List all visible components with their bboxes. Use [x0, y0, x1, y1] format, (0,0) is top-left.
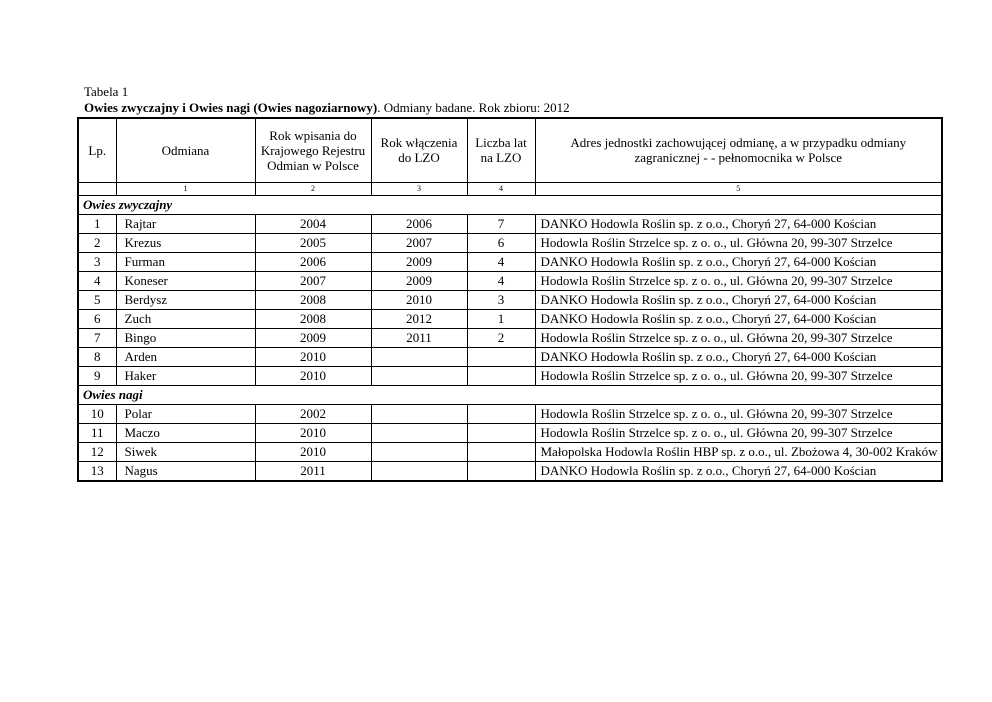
- cell-liczba-lat: [467, 366, 535, 385]
- table-body: [78, 195, 942, 481]
- cell-lp: 7: [78, 328, 116, 347]
- table-title-rest: . Odmiany badane. Rok zbioru: 2012: [377, 100, 570, 115]
- cell-adres: Hodowla Roślin Strzelce sp. z o. o., ul. Główna 20, 99-307 Strzelce: [535, 271, 942, 290]
- cell-odmiana: Rajtar: [116, 214, 255, 233]
- cell-adres: Hodowla Roślin Strzelce sp. z o. o., ul. Główna 20, 99-307 Strzelce: [535, 366, 942, 385]
- cell-adres: Hodowla Roślin Strzelce sp. z o. o., ul. Główna 20, 99-307 Strzelce: [535, 233, 942, 252]
- cell-rok-wlaczenia: [371, 461, 467, 481]
- col-header-adres: Adres jednostki zachowującej odmianę, a w przypadku odmiany zagranicznej - - pełnomocnika w Polsce: [535, 118, 942, 182]
- cell-liczba-lat: [467, 404, 535, 423]
- cell-lp: 8: [78, 347, 116, 366]
- col-header-odmiana: Odmiana: [116, 118, 255, 182]
- cell-adres: Małopolska Hodowla Roślin HBP sp. z o.o., ul. Zbożowa 4, 30-002 Kraków: [535, 442, 942, 461]
- table-row: [78, 328, 942, 347]
- cell-lp: 3: [78, 252, 116, 271]
- cell-lp: 10: [78, 404, 116, 423]
- cell-rok-wlaczenia: 2009: [371, 252, 467, 271]
- table-row: [78, 404, 942, 423]
- group-header-row: [78, 195, 942, 214]
- cell-liczba-lat: 1: [467, 309, 535, 328]
- cell-rok-wpisania: 2010: [255, 423, 371, 442]
- cell-lp: 2: [78, 233, 116, 252]
- table-row: [78, 233, 942, 252]
- cell-adres: DANKO Hodowla Roślin sp. z o.o., Choryń 27, 64-000 Kościan: [535, 290, 942, 309]
- col-number: 1: [116, 182, 255, 195]
- table-title: [84, 100, 570, 116]
- cell-liczba-lat: 4: [467, 252, 535, 271]
- cell-rok-wlaczenia: [371, 442, 467, 461]
- col-number: [78, 182, 116, 195]
- cell-rok-wlaczenia: [371, 347, 467, 366]
- cell-rok-wpisania: 2010: [255, 366, 371, 385]
- cell-odmiana: Koneser: [116, 271, 255, 290]
- cell-adres: DANKO Hodowla Roślin sp. z o.o., Choryń 27, 64-000 Kościan: [535, 461, 942, 481]
- cell-rok-wpisania: 2010: [255, 442, 371, 461]
- cell-adres: DANKO Hodowla Roślin sp. z o.o., Choryń 27, 64-000 Kościan: [535, 347, 942, 366]
- cell-liczba-lat: 2: [467, 328, 535, 347]
- table-row: [78, 214, 942, 233]
- header-row: [78, 118, 942, 182]
- cell-liczba-lat: 4: [467, 271, 535, 290]
- cell-rok-wlaczenia: 2006: [371, 214, 467, 233]
- cell-lp: 6: [78, 309, 116, 328]
- cell-rok-wlaczenia: [371, 423, 467, 442]
- table-row: [78, 423, 942, 442]
- col-number: 3: [371, 182, 467, 195]
- cell-liczba-lat: 7: [467, 214, 535, 233]
- cell-odmiana: Polar: [116, 404, 255, 423]
- col-header-rok-wpisania: Rok wpisania do Krajowego Rejestru Odmian w Polsce: [255, 118, 371, 182]
- cell-odmiana: Nagus: [116, 461, 255, 481]
- cell-adres: DANKO Hodowla Roślin sp. z o.o., Choryń 27, 64-000 Kościan: [535, 214, 942, 233]
- table-row: [78, 366, 942, 385]
- cell-lp: 13: [78, 461, 116, 481]
- col-number: 5: [535, 182, 942, 195]
- cell-lp: 1: [78, 214, 116, 233]
- cell-odmiana: Bingo: [116, 328, 255, 347]
- cell-odmiana: Maczo: [116, 423, 255, 442]
- cell-lp: 5: [78, 290, 116, 309]
- cell-rok-wlaczenia: 2010: [371, 290, 467, 309]
- cell-rok-wpisania: 2011: [255, 461, 371, 481]
- cell-odmiana: Siwek: [116, 442, 255, 461]
- table-row: [78, 252, 942, 271]
- group-name: Owies zwyczajny: [78, 195, 942, 214]
- col-number: 2: [255, 182, 371, 195]
- table-row: [78, 271, 942, 290]
- cell-liczba-lat: 3: [467, 290, 535, 309]
- cell-rok-wlaczenia: 2011: [371, 328, 467, 347]
- cell-liczba-lat: [467, 461, 535, 481]
- cell-adres: Hodowla Roślin Strzelce sp. z o. o., ul. Główna 20, 99-307 Strzelce: [535, 423, 942, 442]
- cell-adres: Hodowla Roślin Strzelce sp. z o. o., ul. Główna 20, 99-307 Strzelce: [535, 328, 942, 347]
- group-header-row: [78, 385, 942, 404]
- col-header-rok-wlaczenia: Rok włączenia do LZO: [371, 118, 467, 182]
- cell-liczba-lat: [467, 347, 535, 366]
- table-title-bold: Owies zwyczajny i Owies nagi (Owies nagoziarnowy): [84, 100, 378, 115]
- cell-odmiana: Krezus: [116, 233, 255, 252]
- cell-rok-wpisania: 2004: [255, 214, 371, 233]
- cell-adres: Hodowla Roślin Strzelce sp. z o. o., ul. Główna 20, 99-307 Strzelce: [535, 404, 942, 423]
- cell-lp: 12: [78, 442, 116, 461]
- cell-rok-wlaczenia: 2007: [371, 233, 467, 252]
- column-number-row: [78, 182, 942, 195]
- table-number: Tabela 1: [84, 84, 129, 99]
- cell-lp: 9: [78, 366, 116, 385]
- cell-liczba-lat: [467, 442, 535, 461]
- cell-rok-wlaczenia: [371, 404, 467, 423]
- col-header-liczba-lat: Liczba lat na LZO: [467, 118, 535, 182]
- cell-rok-wpisania: 2005: [255, 233, 371, 252]
- cell-lp: 4: [78, 271, 116, 290]
- cell-rok-wlaczenia: 2012: [371, 309, 467, 328]
- table-caption: [84, 84, 570, 116]
- cell-rok-wlaczenia: 2009: [371, 271, 467, 290]
- cell-rok-wlaczenia: [371, 366, 467, 385]
- cell-rok-wpisania: 2007: [255, 271, 371, 290]
- cell-rok-wpisania: 2008: [255, 309, 371, 328]
- cell-odmiana: Zuch: [116, 309, 255, 328]
- cell-odmiana: Arden: [116, 347, 255, 366]
- cell-liczba-lat: [467, 423, 535, 442]
- table-row: [78, 347, 942, 366]
- cell-rok-wpisania: 2006: [255, 252, 371, 271]
- cell-rok-wpisania: 2009: [255, 328, 371, 347]
- table-row: [78, 461, 942, 481]
- cell-rok-wpisania: 2008: [255, 290, 371, 309]
- cell-rok-wpisania: 2010: [255, 347, 371, 366]
- cell-rok-wpisania: 2002: [255, 404, 371, 423]
- table-row: [78, 290, 942, 309]
- cell-odmiana: Furman: [116, 252, 255, 271]
- col-header-lp: Lp.: [78, 118, 116, 182]
- table-row: [78, 309, 942, 328]
- group-name: Owies nagi: [78, 385, 942, 404]
- cell-odmiana: Haker: [116, 366, 255, 385]
- cell-liczba-lat: 6: [467, 233, 535, 252]
- cell-lp: 11: [78, 423, 116, 442]
- table-row: [78, 442, 942, 461]
- cell-odmiana: Berdysz: [116, 290, 255, 309]
- varieties-table: [77, 117, 943, 482]
- cell-adres: DANKO Hodowla Roślin sp. z o.o., Choryń 27, 64-000 Kościan: [535, 252, 942, 271]
- col-number: 4: [467, 182, 535, 195]
- cell-adres: DANKO Hodowla Roślin sp. z o.o., Choryń 27, 64-000 Kościan: [535, 309, 942, 328]
